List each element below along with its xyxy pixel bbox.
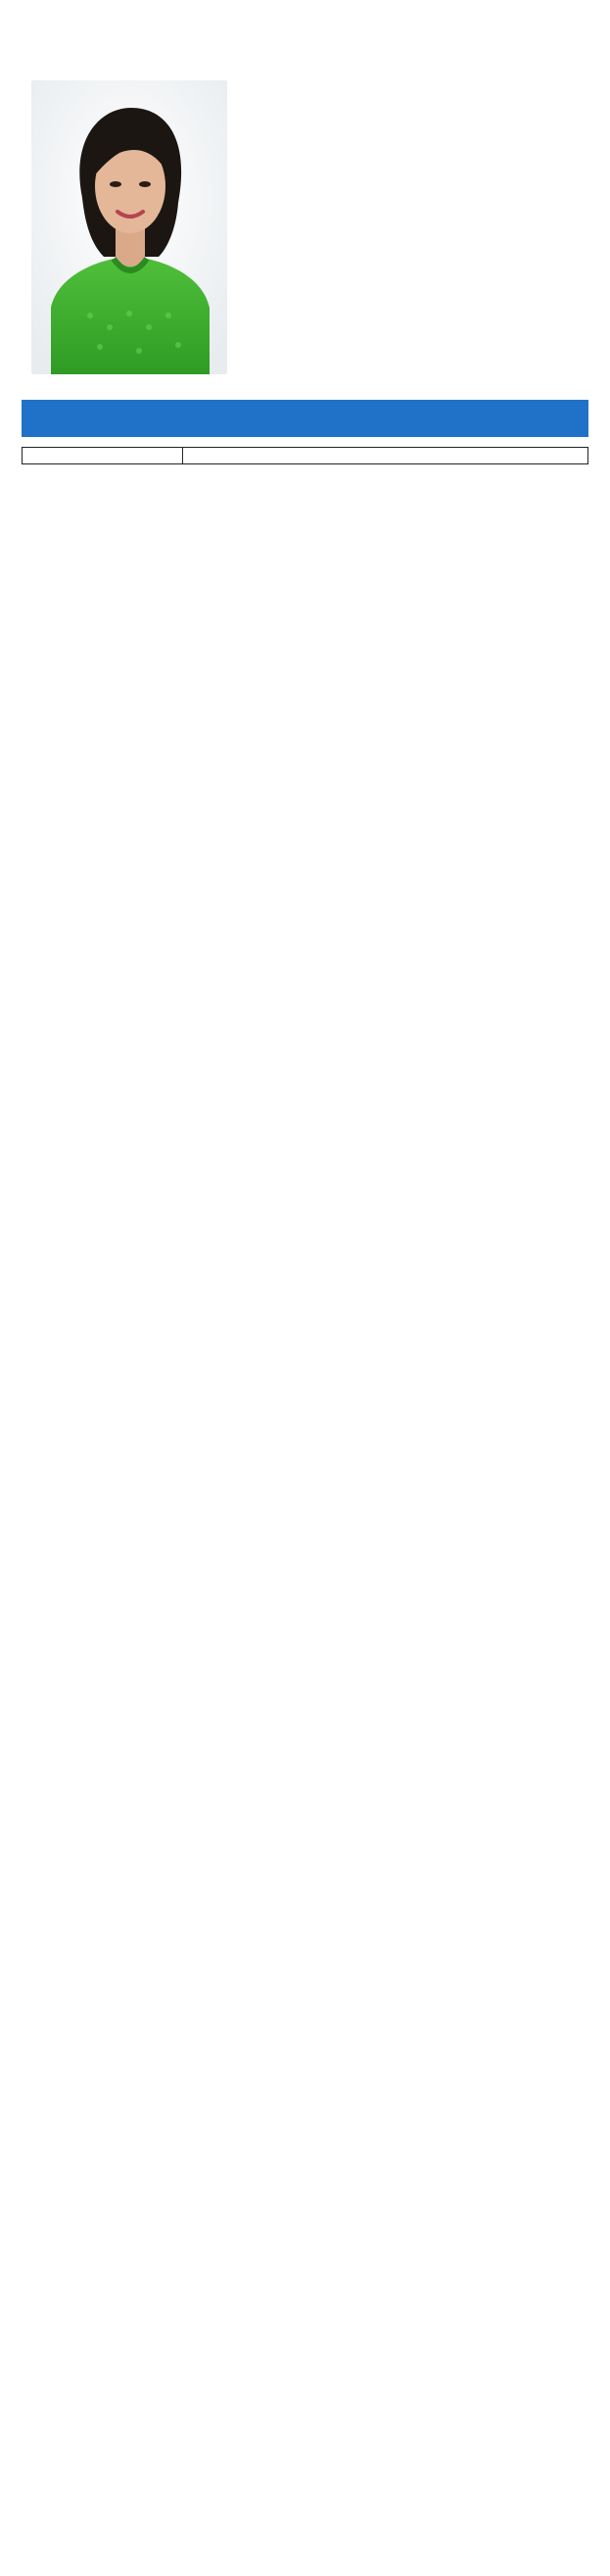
- profile-header: [0, 74, 610, 388]
- portrait-photo: [31, 80, 227, 374]
- page-title: [0, 0, 610, 69]
- work-history-banner: [22, 400, 588, 437]
- table-header-row: [23, 448, 588, 464]
- work-history-table: [22, 447, 588, 464]
- header-time: [23, 448, 183, 464]
- header-work: [183, 448, 588, 464]
